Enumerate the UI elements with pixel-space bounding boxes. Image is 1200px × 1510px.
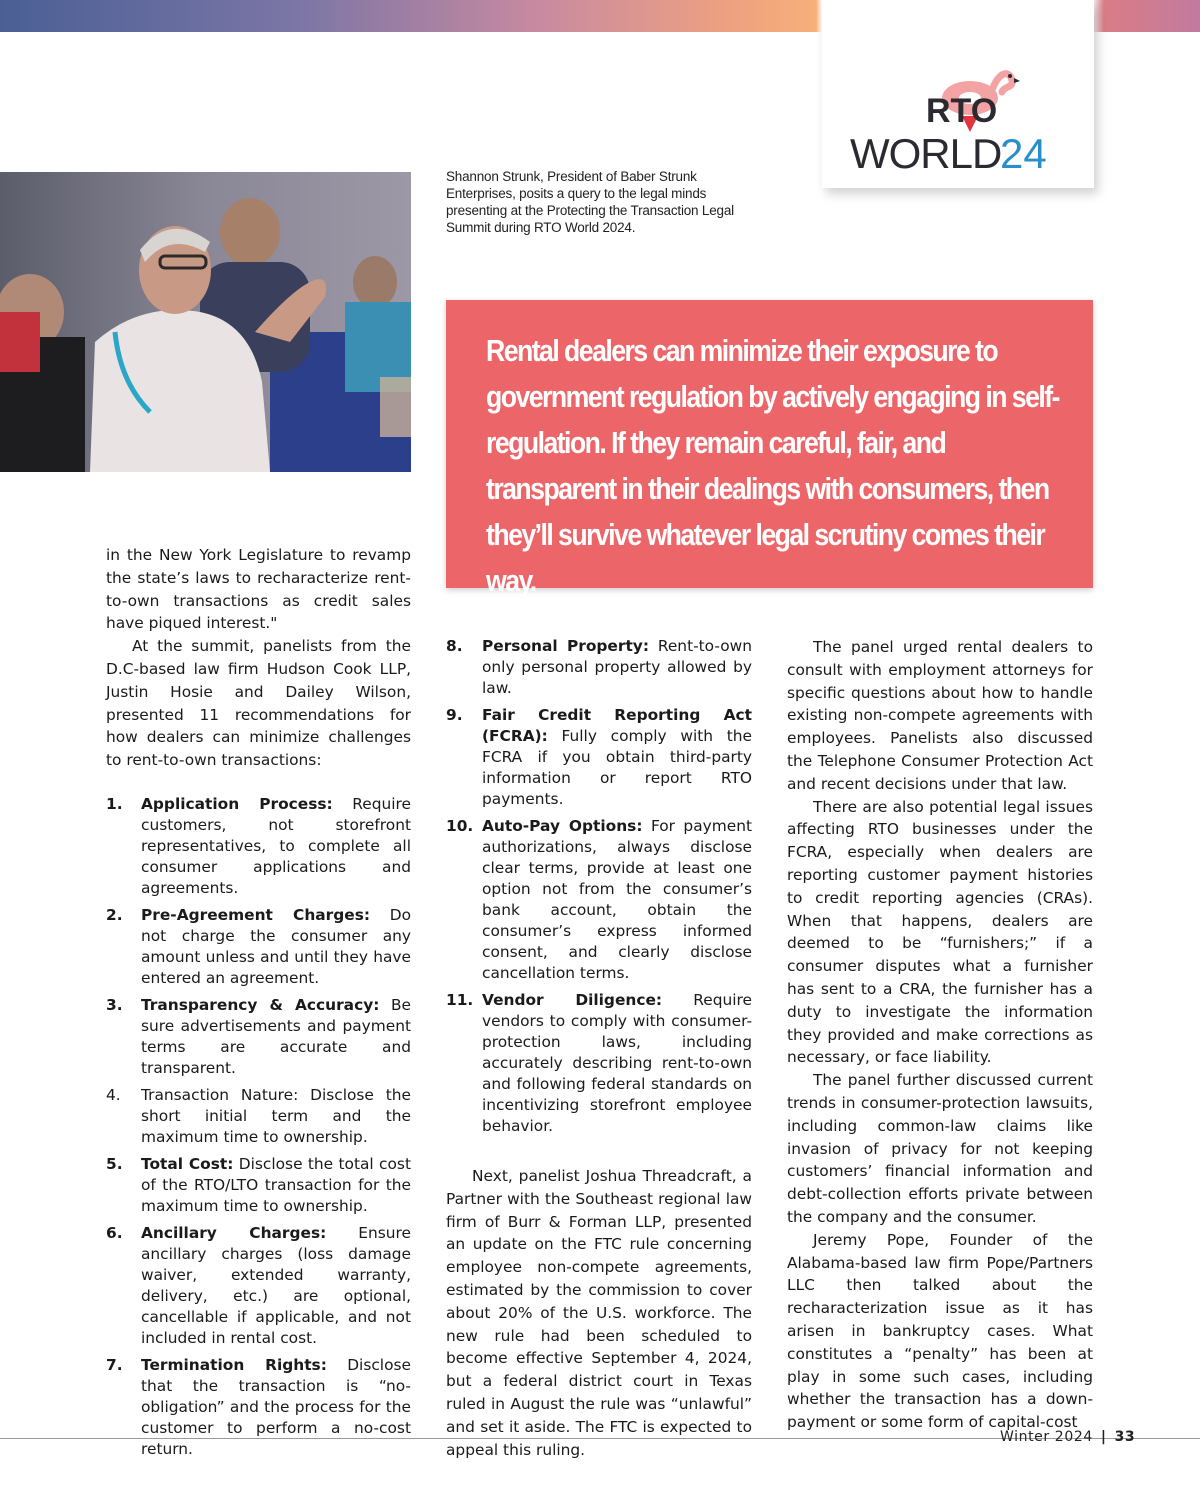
logo-rto-text: RTO	[926, 92, 998, 130]
recommendation-item	[106, 794, 411, 899]
recommendation-text: Transaction Nature: Disclose the short initial term and the maximum time to ownership.	[141, 1085, 411, 1146]
column-2	[446, 636, 752, 1461]
body-paragraph: There are also potential legal issues affecting RTO businesses under the FCRA, especially when dealers are reporting customer payment histories to credit reporting agencies (CRAs). When that happens, dealers are deemed to be “furnishers;” if a consumer disputes what a furnisher has sent to a CRA, the furnisher has a duty to investigate the information they provided and make corrections as necessary, or face liability.	[787, 797, 1093, 1067]
recommendations-list-part-2	[446, 636, 752, 1137]
body-paragraph: The panel urged rental dealers to consult with employment attorneys for specific questions about how to handle existing non-compete agreements with employees. Panelists also discussed the Telephone Consumer Protection Act and recent decisions under that law.	[787, 638, 1093, 793]
recommendation-text: Be sure advertisements and payment terms are accurate and transparent.	[141, 995, 412, 1077]
pull-quote-box	[446, 300, 1093, 598]
recommendation-title: Fair Credit Reporting Act (FCRA):	[482, 706, 752, 745]
recommendation-title: Application Process:	[141, 794, 333, 813]
recommendation-number: 3.	[106, 995, 123, 1014]
recommendation-number: 2.	[106, 905, 123, 924]
recommendation-item	[446, 705, 752, 810]
recommendation-text: Ensure ancillary charges (loss damage waiver, extended warranty, delivery, etc.) are optional, cancellable if applicable, and not included in rental cost.	[141, 1223, 412, 1347]
recommendation-number: 8.	[446, 637, 463, 655]
recommendation-title: Termination Rights:	[141, 1355, 327, 1374]
recommendation-number: 6.	[106, 1223, 123, 1242]
body-paragraph: At the summit, panelists from the D.C-based law firm Hudson Cook LLP, Justin Hosie and Dailey Wilson, presented 11 recommendations for how dealers can minimize challenges to rent-to-own transactions:	[106, 637, 411, 770]
recommendation-item	[446, 990, 752, 1137]
recommendation-item	[106, 1223, 411, 1349]
page-number: 33	[1114, 1429, 1136, 1445]
recommendation-item	[106, 995, 411, 1079]
recommendation-number: 7.	[106, 1355, 123, 1374]
issue-label: Winter 2024	[1000, 1429, 1093, 1445]
footer-separator: |	[1100, 1429, 1107, 1445]
recommendation-number: 4.	[106, 1085, 121, 1104]
recommendation-item	[106, 1355, 411, 1460]
recommendation-text: Do not charge the consumer any amount unless and until they have entered an agreement.	[141, 905, 411, 987]
recommendation-title: Vendor Diligence:	[482, 991, 663, 1009]
recommendation-item	[106, 905, 411, 989]
logo-world-text: WORLD	[850, 130, 1002, 177]
recommendation-text: Require vendors to comply with consumer-protection laws, including accurately describing rent-to-own and following federal standards on incentivizing storefront employee behavior.	[482, 991, 753, 1135]
recommendation-text: Disclose the total cost of the RTO/LTO transaction for the maximum time to ownership.	[141, 1154, 411, 1215]
column-3	[787, 636, 1093, 1434]
recommendation-number: 10.	[446, 817, 474, 835]
recommendation-text: For payment authorizations, always disclose clear terms, provide at least one option not from the consumer’s bank account, obtain the consumer’s express informed consent, and clearly disclose cancellation terms.	[482, 817, 752, 982]
photo-illustration	[0, 172, 411, 472]
rto-world-logo	[842, 60, 1082, 180]
summit-photo	[0, 172, 411, 472]
recommendation-title: Total Cost:	[141, 1154, 234, 1173]
pull-quote-text: Rental dealers can minimize their exposure to government regulation by actively engaging in self-regulation. If they remain careful, fair, and transparent in their dealings with consumers, then they’ll survive whatever legal scrutiny comes their way.	[486, 333, 1059, 598]
recommendation-title: Auto-Pay Options:	[482, 817, 643, 835]
recommendation-item	[446, 816, 752, 984]
recommendation-number: 11.	[446, 991, 474, 1009]
recommendation-title: Transparency & Accuracy:	[141, 995, 380, 1014]
recommendation-number: 5.	[106, 1154, 123, 1173]
body-paragraph: Jeremy Pope, Founder of the Alabama-based law firm Pope/Partners LLC then talked about the recharacterization issue as it has arisen in bankruptcy cases. What constitutes a “penalty” has been at play in some such cases, including whether the transaction has a down-payment or some form of capital-cost	[787, 1230, 1093, 1432]
recommendation-title: Personal Property:	[482, 637, 649, 655]
recommendation-item	[106, 1085, 411, 1148]
recommendation-item	[106, 1154, 411, 1217]
column-1	[106, 544, 411, 1466]
photo-caption: Shannon Strunk, President of Baber Strunk Enterprises, posits a query to the legal minds presenting at the Protecting the Transaction Legal Summit during RTO World 2024.	[446, 169, 734, 235]
recommendation-text: Require customers, not storefront representatives, to complete all consumer applications and agreements.	[141, 794, 411, 897]
page-footer	[1000, 1429, 1135, 1445]
body-paragraph: in the New York Legislature to revamp the state’s laws to recharacterize rent-to-own transactions as credit sales have piqued interest."	[106, 546, 411, 633]
recommendation-number: 9.	[446, 706, 463, 724]
recommendations-list-part-1	[106, 794, 411, 1460]
rto-world-logo-card	[822, 0, 1094, 188]
recommendation-text: Disclose that the transaction is “no-obligation” and the process for the customer to perform a no-cost return.	[141, 1355, 411, 1458]
recommendation-text: Fully comply with the FCRA if you obtain third-party information or report RTO payments.	[482, 727, 752, 808]
recommendation-title: Pre-Agreement Charges:	[141, 905, 371, 924]
recommendation-number: 1.	[106, 794, 123, 813]
recommendation-title: Ancillary Charges:	[141, 1223, 327, 1242]
body-paragraph: The panel further discussed current trends in consumer-protection lawsuits, including common-law claims like invasion of privacy for not keeping customers’ financial information and debt-collection efforts private between the company and the consumer.	[787, 1071, 1093, 1226]
body-paragraph: Next, panelist Joshua Threadcraft, a Partner with the Southeast regional law firm of Burr & Forman LLP, presented an update on the FTC rule concerning employee non-compete agreements, estimated by the commission to cover about 20% of the U.S. workforce. The new rule had been scheduled to become effective September 4, 2024, but a federal district court in Texas ruled in August the rule was “unlawful” and set it aside. The FTC is expected to appeal this ruling.	[446, 1167, 752, 1459]
recommendation-text: Rent-to-own only personal property allowed by law.	[482, 637, 752, 697]
recommendation-item	[446, 636, 752, 699]
logo-year-text: 24	[1000, 130, 1047, 177]
